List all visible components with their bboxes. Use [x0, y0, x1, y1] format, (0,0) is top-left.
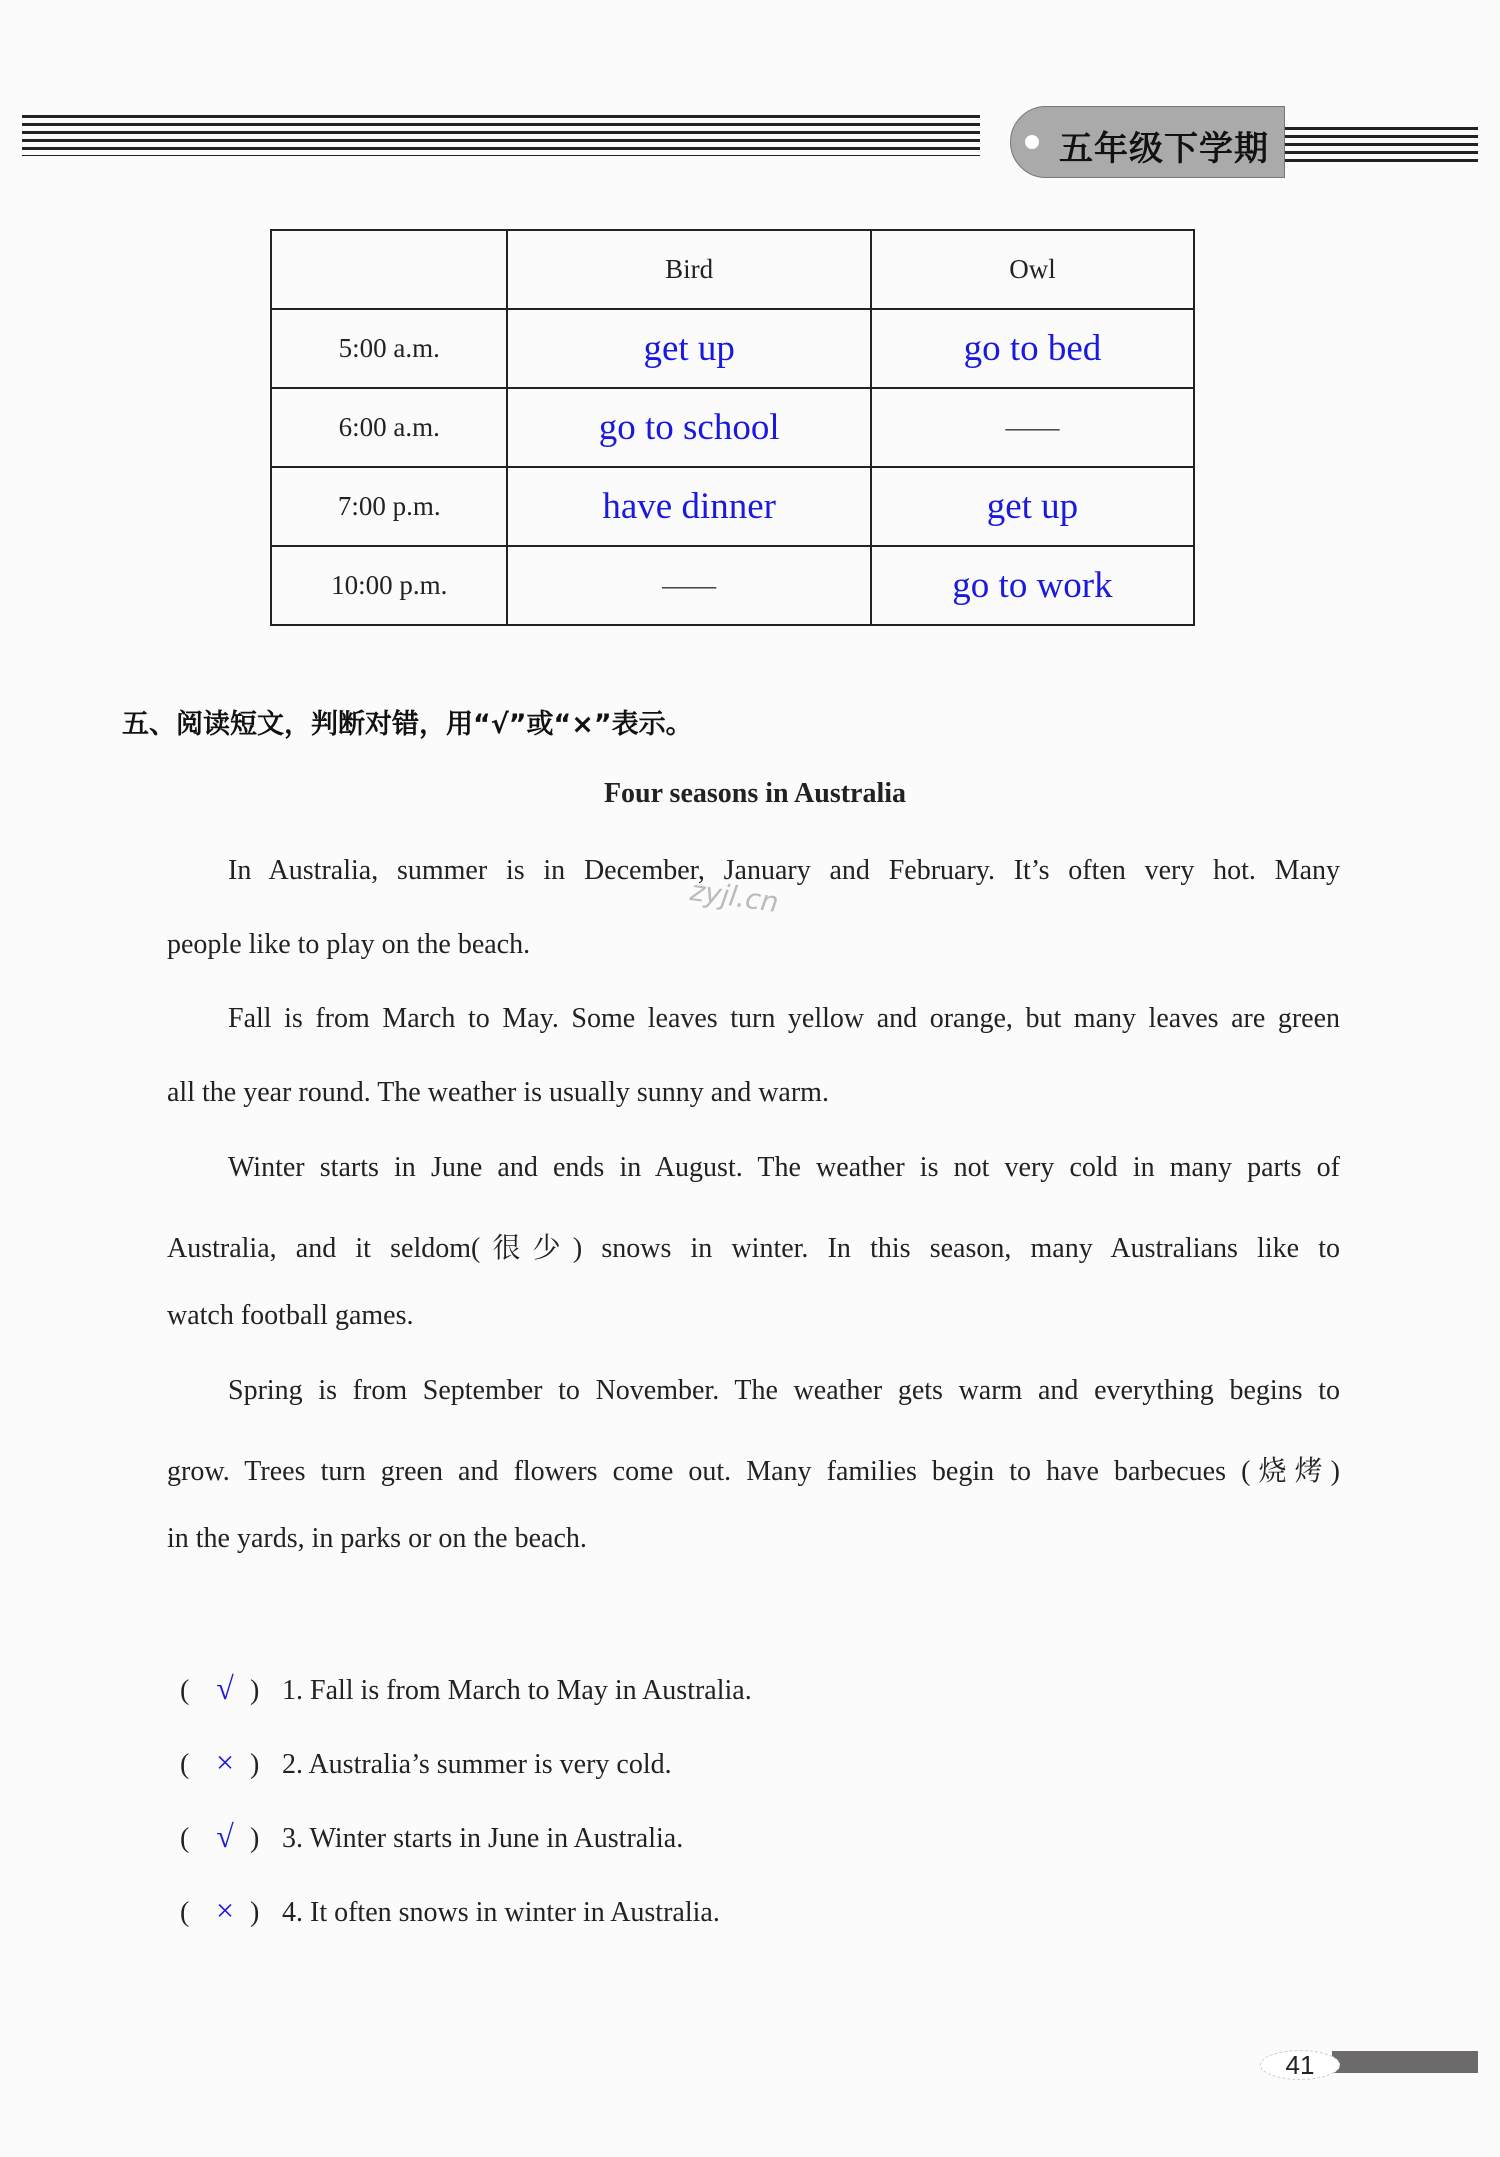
answer-cell: go to work — [871, 546, 1194, 625]
passage-line: people like to play on the beach. — [167, 929, 531, 960]
passage-line: all the year round. The weather is usually sunny and warm. — [167, 1077, 829, 1108]
header-cell — [271, 230, 507, 309]
question-item — [180, 1892, 720, 1929]
passage-line: Fall is from March to May. Some leaves turn yellow and orange, but many leaves are green — [228, 1003, 1340, 1034]
answer-mark: √ — [216, 1670, 234, 1706]
paren: ( — [180, 1749, 190, 1780]
page-number-bar — [1332, 2051, 1478, 2073]
question-text: 2. Australia’s summer is very cold. — [282, 1749, 672, 1780]
header-rule-left — [22, 110, 980, 156]
paren: ( — [180, 1823, 190, 1854]
question-item — [180, 1670, 752, 1707]
table-row — [271, 546, 1194, 625]
dash-cell: —— — [871, 388, 1194, 467]
grade-tab — [1010, 106, 1285, 178]
grade-label: 五年级下学期 — [1059, 129, 1269, 169]
section-heading: 五、阅读短文，判断对错，用“√”或“×”表示。 — [122, 709, 693, 740]
page-number: 41 — [1260, 2050, 1340, 2080]
schedule-table — [270, 229, 1195, 626]
table-row — [271, 467, 1194, 546]
time-cell: 10:00 p.m. — [271, 546, 507, 625]
passage-line: grow. Trees turn green and flowers come out. Many families begin to have barbecues (烧烤) — [167, 1456, 1340, 1487]
dash-cell: —— — [507, 546, 870, 625]
header-cell: Owl — [871, 230, 1194, 309]
question-item — [180, 1818, 683, 1855]
passage-line: Australia, and it seldom(很少) snows in winter. In this season, many Australians like to — [167, 1233, 1340, 1264]
time-cell: 7:00 p.m. — [271, 467, 507, 546]
watermark: zyjl.cn — [688, 873, 781, 920]
table-row — [271, 309, 1194, 388]
table-row — [271, 388, 1194, 467]
answer-cell: get up — [507, 309, 870, 388]
paren: ) — [250, 1675, 260, 1706]
passage-line: Winter starts in June and ends in August. The weather is not very cold in many parts of — [228, 1152, 1340, 1183]
header-cell: Bird — [507, 230, 870, 309]
passage-line: in the yards, in parks or on the beach. — [167, 1523, 587, 1554]
question-text: 1. Fall is from March to May in Australia. — [282, 1675, 752, 1706]
paren: ) — [250, 1749, 260, 1780]
tab-hole-icon — [1025, 135, 1039, 149]
paren: ) — [250, 1897, 260, 1928]
question-text: 3. Winter starts in June in Australia. — [282, 1823, 684, 1854]
answer-cell: go to school — [507, 388, 870, 467]
passage-title: Four seasons in Australia — [603, 778, 907, 809]
answer-mark: × — [215, 1744, 235, 1780]
answer-mark: √ — [216, 1818, 234, 1854]
answer-cell: go to bed — [871, 309, 1194, 388]
passage-line: Spring is from September to November. The weather gets warm and everything begins to — [228, 1375, 1340, 1406]
table-header-row — [271, 230, 1194, 309]
passage-line: In Australia, summer is in December, January and February. It’s often very hot. Many — [228, 855, 1340, 886]
question-item — [180, 1744, 672, 1781]
answer-cell: get up — [871, 467, 1194, 546]
question-text: 4. It often snows in winter in Australia. — [282, 1897, 720, 1928]
paren: ( — [180, 1897, 190, 1928]
paren: ) — [250, 1823, 260, 1854]
answer-mark: × — [215, 1892, 235, 1928]
passage-line: watch football games. — [167, 1300, 414, 1331]
time-cell: 6:00 a.m. — [271, 388, 507, 467]
time-cell: 5:00 a.m. — [271, 309, 507, 388]
paren: ( — [180, 1675, 190, 1706]
header-rule-right — [1285, 122, 1478, 164]
answer-cell: have dinner — [507, 467, 870, 546]
